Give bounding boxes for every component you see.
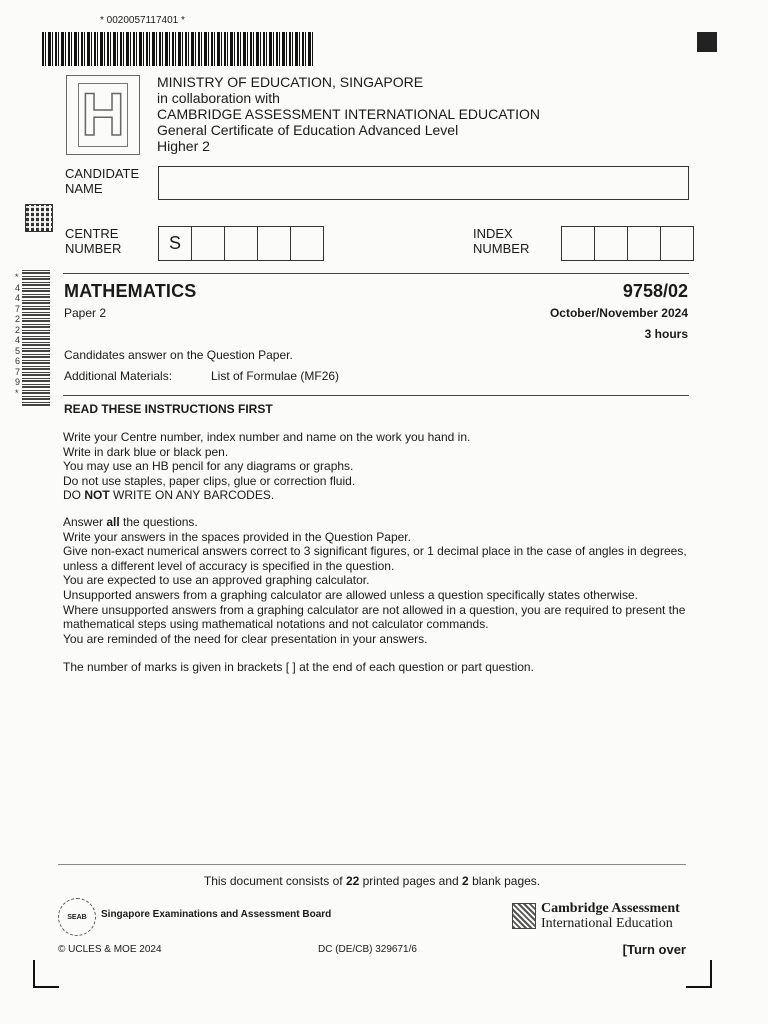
candidate-name-field[interactable]	[158, 166, 689, 200]
crop-mark-left	[33, 960, 59, 988]
exam-header	[157, 74, 540, 154]
instruction-line: You are expected to use an approved graphing calculator.	[63, 573, 370, 588]
centre-box[interactable]	[225, 227, 258, 260]
exam-duration: 3 hours	[644, 327, 688, 341]
cambridge-line2: International Education	[541, 916, 673, 931]
top-barcode	[42, 32, 314, 66]
index-number-boxes[interactable]	[561, 226, 694, 261]
centre-box[interactable]	[291, 227, 323, 260]
do-text: DO	[63, 488, 85, 503]
header-line-level: Higher 2	[157, 138, 210, 154]
header-line-gce: General Certificate of Education Advanced Level	[157, 122, 459, 138]
turn-over: [Turn over	[622, 942, 686, 957]
side-barcode-digits: * 4 4 7 2 2 4 5 6 7 9 *	[15, 272, 21, 398]
instruction-line: Write in dark blue or black pen.	[63, 444, 229, 459]
index-label-line2: NUMBER	[473, 241, 530, 256]
instruction-line: Write your Centre number, index number and name on the work you hand in.	[63, 430, 471, 444]
pages-mid: printed pages and	[359, 874, 463, 888]
answer-post: the questions.	[119, 515, 198, 529]
instruction-line: Where unsupported answers from a graphing calculator are not allowed in a question, you are required to present the mathematical steps using mathematical notations and not calculator commands.	[63, 602, 686, 632]
materials-label: Additional Materials:	[64, 369, 173, 383]
instruction-line: Do not use staples, paper clips, glue or correction fluid.	[63, 473, 356, 488]
seab-logo: SEAB	[58, 898, 96, 936]
instruction-line-answer-all	[63, 515, 689, 530]
centre-box-prefix: S	[159, 227, 192, 260]
divider	[63, 395, 689, 396]
divider	[63, 273, 689, 274]
marks-note: The number of marks is given in brackets [ ] at the end of each question or part question.	[63, 660, 534, 674]
candidate-label-line2: NAME	[65, 181, 103, 196]
instruction-line: You may use an HB pencil for any diagrams or graphs.	[63, 459, 354, 474]
syllabus-code: 9758/02	[622, 281, 688, 301]
instruction-line: Give non-exact numerical answers correct to 3 significant figures, or 1 decimal place in the case of angles in degrees, unless a different level of accuracy is specified in the question.	[63, 544, 687, 573]
centre-label-line2: NUMBER	[65, 241, 122, 256]
index-box[interactable]	[595, 227, 628, 260]
side-barcode	[22, 270, 50, 406]
cambridge-line1: Cambridge Assessment	[541, 901, 680, 916]
index-box[interactable]	[628, 227, 661, 260]
answer-all: all	[106, 515, 120, 529]
exam-session: October/November 2024	[549, 306, 688, 320]
index-label-line1: INDEX	[473, 226, 513, 241]
index-number-label	[473, 226, 529, 256]
pages-num: 22	[345, 874, 360, 888]
instructions-block-2	[63, 515, 689, 646]
barcode-number: * 0020057117401 *	[100, 15, 185, 26]
pages-pre: This document consists of	[203, 874, 346, 888]
qr-code	[25, 204, 53, 232]
answer-pre: Answer	[63, 515, 107, 529]
cambridge-shield-icon	[512, 903, 536, 929]
subject-title: MATHEMATICS	[64, 281, 197, 301]
index-box[interactable]	[661, 227, 693, 260]
instruction-line: Write your answers in the spaces provided in the Question Paper.	[63, 529, 411, 544]
document-code: DC (DE/CB) 329671/6	[318, 944, 417, 955]
copyright: © UCLES & MOE 2024	[58, 944, 162, 955]
materials-value: List of Formulae (MF26)	[211, 369, 340, 383]
seab-name: Singapore Examinations and Assessment Board	[101, 909, 332, 920]
centre-number-label	[65, 226, 121, 256]
page-count-note	[0, 874, 744, 889]
h2-logo	[66, 75, 140, 155]
crop-mark-right	[686, 960, 712, 988]
paper-number: Paper 2	[64, 306, 107, 320]
h2-logo-letter: H	[78, 83, 128, 147]
centre-box[interactable]	[192, 227, 225, 260]
header-line-collab: in collaboration with	[157, 90, 280, 106]
header-line-ministry: MINISTRY OF EDUCATION, SINGAPORE	[157, 74, 424, 90]
blank-num: 2	[462, 874, 469, 888]
centre-label-line1: CENTRE	[65, 226, 119, 241]
registration-mark	[697, 32, 717, 52]
index-box[interactable]	[562, 227, 595, 260]
candidate-name-label	[65, 166, 139, 196]
header-line-cambridge: CAMBRIDGE ASSESSMENT INTERNATIONAL EDUCATION	[157, 106, 540, 122]
candidates-answer-note: Candidates answer on the Question Paper.	[64, 348, 293, 362]
footer-divider	[58, 864, 686, 865]
instruction-line-barcodes	[63, 488, 693, 503]
instruction-line: Unsupported answers from a graphing calculator are allowed unless a question specifically states otherwise.	[63, 587, 638, 602]
instruction-line: You are reminded of the need for clear presentation in your answers.	[63, 631, 428, 646]
barcodes-text: WRITE ON ANY BARCODES.	[109, 488, 275, 503]
instructions-block-1	[63, 430, 693, 503]
pages-post: blank pages.	[468, 874, 541, 888]
candidate-label-line1: CANDIDATE	[65, 166, 140, 181]
instructions-heading: READ THESE INSTRUCTIONS FIRST	[64, 402, 273, 416]
centre-number-boxes[interactable]	[158, 226, 324, 261]
centre-box[interactable]	[258, 227, 291, 260]
cambridge-wordmark	[541, 901, 680, 931]
not-text: NOT	[84, 488, 110, 503]
